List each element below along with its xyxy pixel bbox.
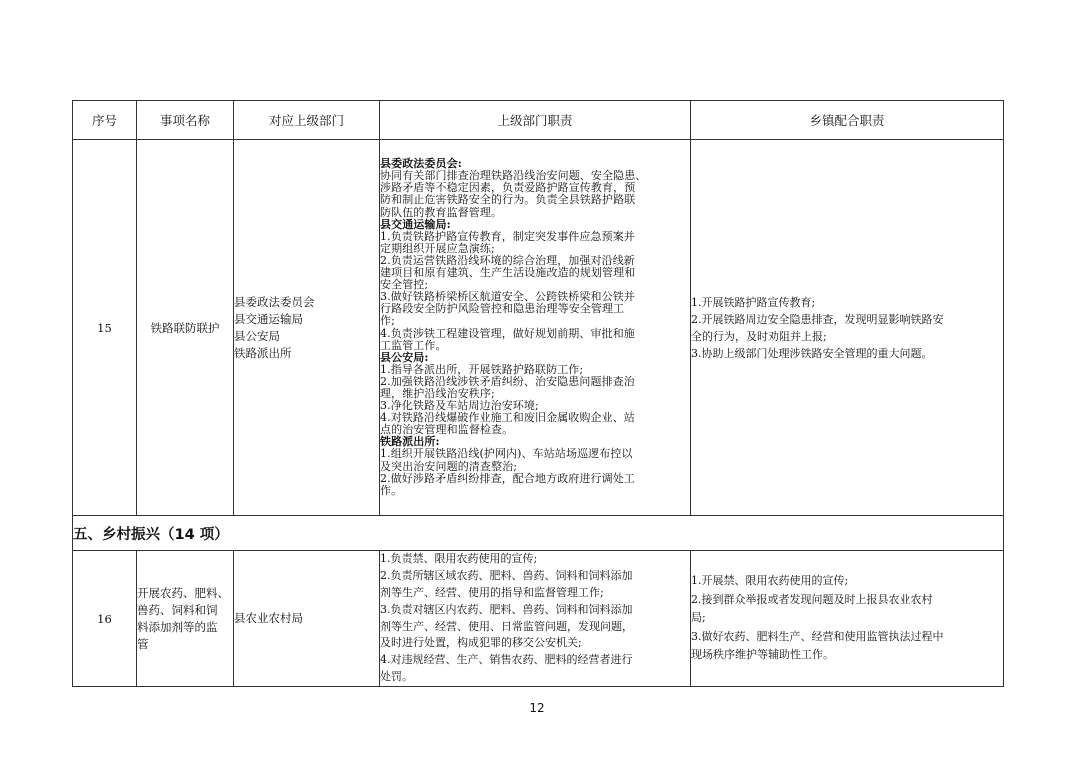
duty-line: 4.对铁路沿线爆破作业施工和废旧金属收购企业、站 — [380, 411, 635, 425]
row-number: 15 — [73, 140, 137, 516]
duty-line: 防队伍的教育监督管理。 — [380, 205, 503, 219]
row-department-duties — [380, 140, 691, 516]
town-duty-line: 全的行为，及时劝阻并上报; — [691, 329, 827, 343]
duty-line: 4.对违规经营、生产、销售农药、肥料的经营者进行 — [380, 653, 633, 667]
header-department: 对应上级部门 — [234, 101, 380, 140]
row-department-duties — [380, 551, 691, 687]
department-line: 铁路派出所 — [234, 345, 292, 360]
row-item-name — [137, 551, 234, 687]
row-town-duties — [691, 140, 1004, 516]
duty-line: 2.做好涉路矛盾纠纷排查，配合地方政府进行调处工 — [380, 471, 635, 485]
duty-line: 理，维护沿线治安秩序; — [380, 386, 495, 400]
page-number: 12 — [529, 701, 545, 715]
town-duty-line: 2.开展铁路周边安全隐患排查，发现明显影响铁路安 — [691, 312, 944, 326]
town-duty-line: 1.开展禁、限用农药使用的宣传; — [691, 574, 849, 588]
duty-line: 行路段安全防护风险管控和隐患治理等安全管理工 — [380, 302, 625, 316]
duty-line: 1.负责禁、限用农药使用的宣传; — [380, 552, 538, 566]
duty-block-title: 县交通运输局: — [380, 217, 451, 231]
item-name-line: 开展农药、肥料、 — [137, 585, 229, 600]
duty-line: 及时进行处置，构成犯罪的移交公安机关; — [380, 636, 582, 650]
row-departments: 县农业农村局 — [234, 551, 380, 687]
duty-line: 2.加强铁路沿线涉铁矛盾纠纷、治安隐患问题排查治 — [380, 374, 635, 388]
item-name-line: 兽药、饲料和饲 — [137, 602, 218, 617]
row-departments — [234, 140, 380, 516]
duty-block-title: 县委政法委员会: — [380, 157, 462, 171]
duty-table — [72, 100, 1004, 687]
duty-line: 安全管控; — [380, 278, 429, 292]
item-name-line: 管 — [137, 636, 149, 651]
duty-line: 1.负责铁路护路宣传教育，制定突发事件应急预案并 — [380, 229, 635, 243]
duty-line: 剂等生产、经营、使用的指导和监督管理工作; — [380, 585, 604, 599]
department-line: 县公安局 — [234, 328, 280, 343]
duty-block-title: 县公安局: — [380, 350, 429, 364]
department-line: 县委政法委员会 — [234, 294, 315, 309]
duty-line: 防和制止危害铁路安全的行为。负责全县铁路护路联 — [380, 193, 636, 207]
duty-line: 及突出治安问题的清查整治; — [380, 459, 518, 473]
town-duty-line: 3.做好农药、肥料生产、经营和使用监管执法过程中 — [691, 629, 944, 643]
town-duty-line: 3.协助上级部门处理涉铁路安全管理的重大问题。 — [691, 346, 933, 360]
duty-block-title: 铁路派出所: — [380, 435, 440, 449]
header-town-duty: 乡镇配合职责 — [691, 101, 1004, 140]
town-duty-line: 2.接到群众举报或者发现问题及时上报县农业农村 — [691, 592, 933, 606]
duty-line: 作。 — [380, 483, 403, 497]
table-row — [73, 551, 1004, 687]
header-row — [73, 101, 1004, 140]
duty-line: 剂等生产、经营、使用、日常监管问题，发现问题， — [380, 619, 633, 633]
duty-line: 定期组织开展应急演练; — [380, 241, 495, 255]
item-name-line: 料添加剂等的监 — [137, 619, 218, 634]
row-item-name: 铁路联防联护 — [137, 140, 234, 516]
town-duty-line: 局; — [691, 611, 706, 625]
row-number: 16 — [73, 551, 137, 687]
duty-line: 2.负责运营铁路沿线环境的综合治理，加强对沿线新 — [380, 253, 635, 267]
section-row — [73, 516, 1004, 551]
town-duty-line: 1.开展铁路护路宣传教育; — [691, 295, 816, 309]
duty-line: 工监管工作。 — [380, 338, 447, 352]
duty-line: 协同有关部门排查治理铁路沿线治安问题、安全隐患、 — [380, 169, 647, 183]
duty-line: 3.做好铁路桥梁桥区航道安全、公跨铁桥梁和公铁并 — [380, 290, 635, 304]
duty-line: 4.负责涉铁工程建设管理，做好规划前期、审批和施 — [380, 326, 635, 340]
duty-line: 点的治安管理和监督检查。 — [380, 423, 514, 437]
table-row — [73, 140, 1004, 516]
duty-line: 建项目和原有建筑、生产生活设施改造的规划管理和 — [380, 266, 636, 280]
duty-line: 3.负责对辖区内农药、肥料、兽药、饲料和饲料添加 — [380, 602, 633, 616]
duty-line: 处罚。 — [380, 669, 413, 683]
duty-line: 1.组织开展铁路沿线(护网内)、车站站场巡逻布控以 — [380, 447, 633, 461]
header-item-name: 事项名称 — [137, 101, 234, 140]
header-no: 序号 — [73, 101, 137, 140]
duty-line: 2.负责所辖区域农药、肥料、兽药、饲料和饲料添加 — [380, 569, 633, 583]
section-title: 五、乡村振兴（14 项） — [73, 516, 1004, 551]
department-line: 县交通运输局 — [234, 311, 303, 326]
header-department-duty: 上级部门职责 — [380, 101, 691, 140]
town-duty-line: 现场秩序维护等辅助性工作。 — [691, 648, 834, 662]
duty-line: 3.净化铁路及车站周边治安环境; — [380, 399, 539, 413]
duty-line: 作; — [380, 314, 395, 328]
duty-line: 涉路矛盾等不稳定因素，负责爱路护路宣传教育，预 — [380, 181, 636, 195]
duty-line: 1.指导各派出所，开展铁路护路联防工作; — [380, 362, 584, 376]
row-town-duties — [691, 551, 1004, 687]
